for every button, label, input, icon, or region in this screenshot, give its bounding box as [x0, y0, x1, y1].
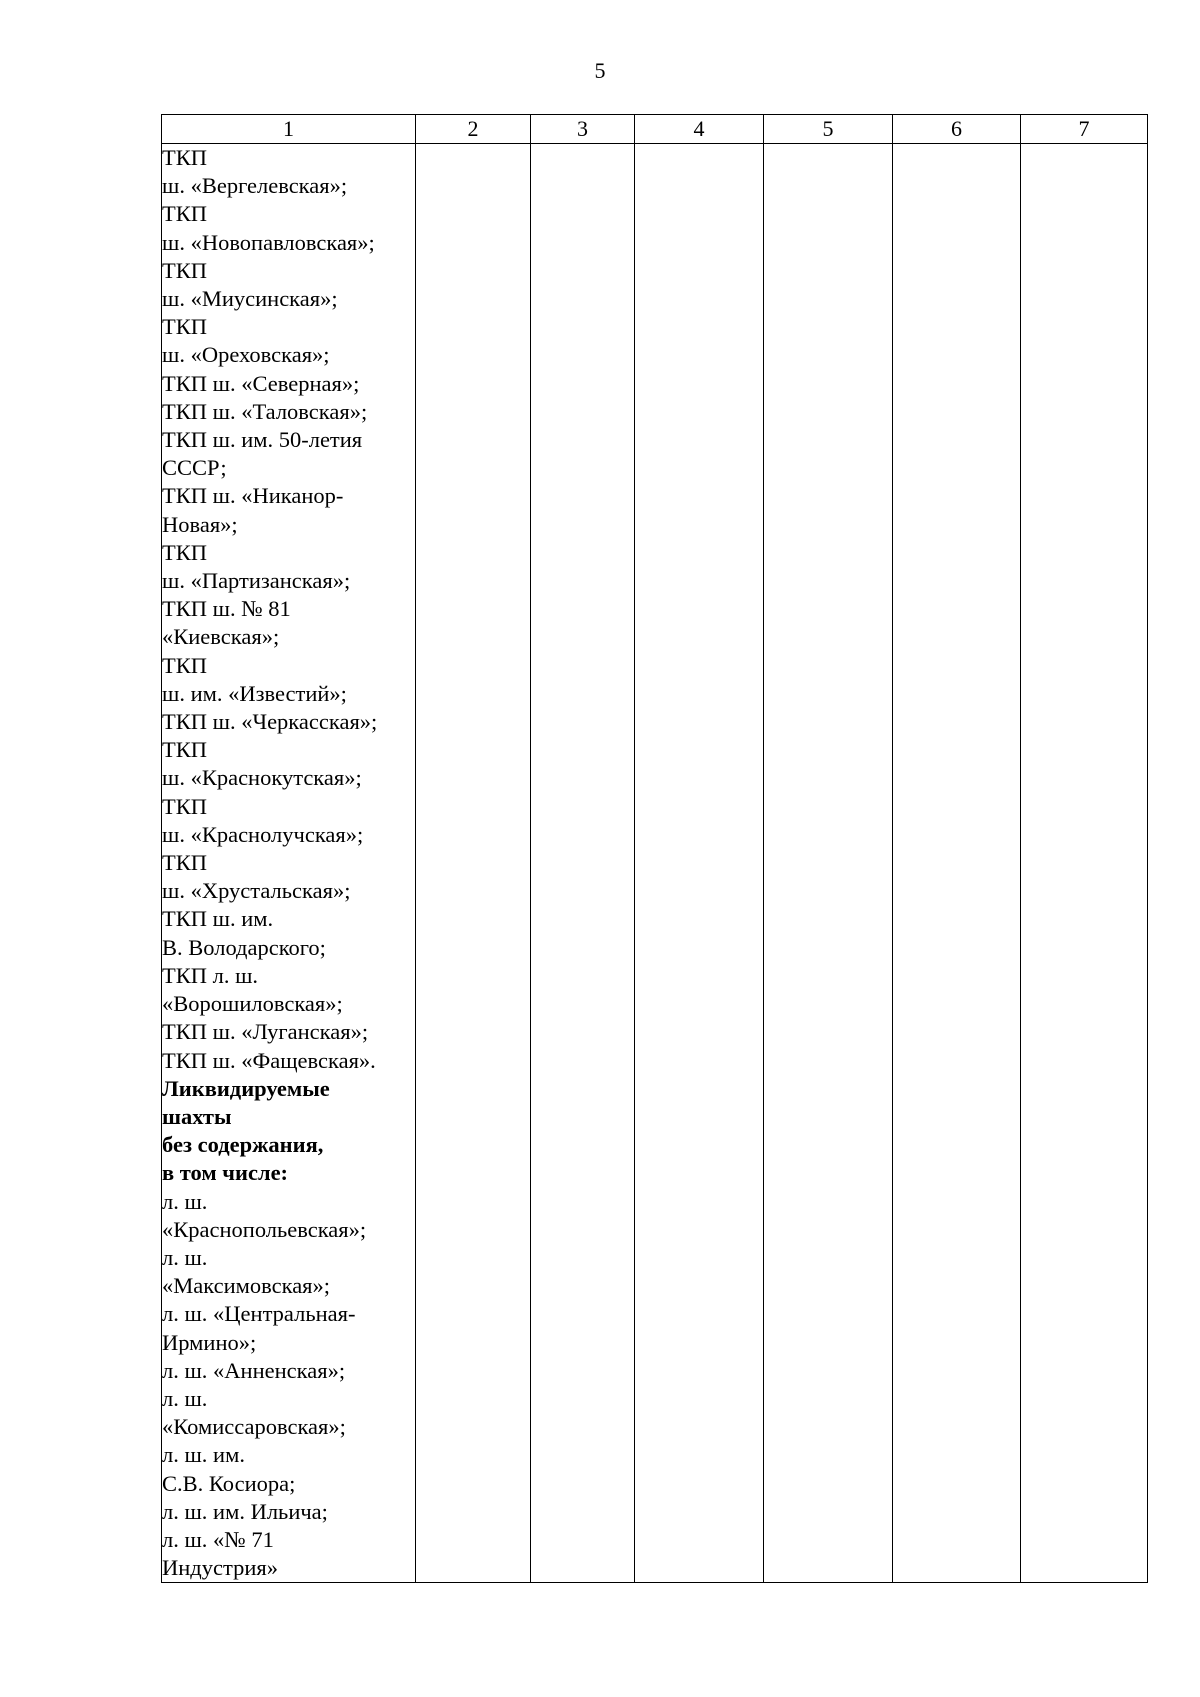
mine-name-line: «Максимовская»; [162, 1273, 331, 1299]
mine-name-line: ш. «Вергелевская»; [162, 173, 348, 199]
mine-name-line: ш. «Краснокутская»; [162, 765, 362, 791]
mine-name-line: ш. «Новопавловская»; [162, 229, 375, 255]
section-heading-line: в том числе: [162, 1160, 289, 1186]
mine-name-line: «Краснопольевская»; [162, 1216, 367, 1242]
mine-name-line: ТКП л. ш. [162, 962, 259, 988]
column-header-1: 1 [162, 115, 416, 144]
mine-name-line: ТКП [162, 201, 207, 227]
column-header-4: 4 [635, 115, 764, 144]
header-row [162, 115, 1148, 144]
mine-name-line: ТКП ш. «Фащевская». [162, 1047, 376, 1073]
mine-list-cell [162, 144, 416, 1583]
section-heading-line: шахты [162, 1103, 232, 1129]
mine-name-line: С.В. Косиора; [162, 1470, 296, 1496]
mine-name-line: Индустрия» [162, 1555, 278, 1581]
section-heading-line: Ликвидируемые [162, 1075, 330, 1101]
column-header-7: 7 [1021, 115, 1148, 144]
mine-name-line: СССР; [162, 455, 227, 481]
column-header-2: 2 [416, 115, 531, 144]
mine-name-line: ТКП [162, 257, 207, 283]
table-cell-5 [764, 144, 893, 1583]
mine-name-line: ш. «Миусинская»; [162, 286, 338, 312]
mine-name-line: ТКП [162, 652, 207, 678]
column-header-3: 3 [531, 115, 635, 144]
mine-name-line: ТКП ш. «Черкасская»; [162, 709, 378, 735]
table-cell-2 [416, 144, 531, 1583]
mine-name-line: ТКП ш. им. 50-летия [162, 427, 363, 453]
mine-name-line: л. ш. «№ 71 [162, 1526, 274, 1552]
mine-name-line: л. ш. им. Ильича; [162, 1498, 328, 1524]
mine-name-line: ТКП ш. им. [162, 906, 274, 932]
mine-name-line: Ирмино»; [162, 1329, 257, 1355]
mine-name-line: л. ш. [162, 1385, 208, 1411]
mine-name-line: л. ш. «Анненская»; [162, 1357, 346, 1383]
mine-name-line: ш. «Краснолучская»; [162, 821, 364, 847]
mine-name-line: ш. им. «Известий»; [162, 680, 347, 706]
mine-name-line: ТКП ш. «Никанор- [162, 483, 344, 509]
mine-name-line: ТКП [162, 539, 207, 565]
mine-name-line: ТКП [162, 145, 207, 170]
table-cell-4 [635, 144, 764, 1583]
mine-name-line: «Ворошиловская»; [162, 991, 343, 1017]
mine-name-line: л. ш. «Центральная- [162, 1301, 356, 1327]
column-header-6: 6 [893, 115, 1021, 144]
mine-name-line: ТКП ш. «Луганская»; [162, 1019, 369, 1045]
mine-name-line: «Комиссаровская»; [162, 1414, 346, 1440]
mine-name-line: л. ш. им. [162, 1442, 245, 1468]
page-number: 5 [594, 58, 606, 83]
mine-name-line: ш. «Партизанская»; [162, 568, 351, 594]
mine-name-line: ТКП [162, 737, 207, 763]
mine-name-line: «Киевская»; [162, 624, 280, 650]
section-heading-line: без содержания, [162, 1132, 324, 1158]
mine-name-line: ТКП ш. «Таловская»; [162, 398, 368, 424]
mine-name-line: ТКП [162, 314, 207, 340]
table-cell-6 [893, 144, 1021, 1583]
table-cell-7 [1021, 144, 1148, 1583]
mine-name-line: ТКП ш. «Северная»; [162, 370, 360, 396]
mine-name-line: л. ш. [162, 1188, 208, 1214]
mine-name-line: В. Володарского; [162, 934, 326, 960]
table-cell-3 [531, 144, 635, 1583]
mine-name-line: ш. «Хрустальская»; [162, 878, 351, 904]
mine-name-line: л. ш. [162, 1244, 208, 1270]
mine-name-line: ТКП ш. № 81 [162, 596, 291, 622]
mine-name-line: ТКП [162, 793, 207, 819]
mine-name-line: Новая»; [162, 511, 238, 537]
data-table [161, 114, 1148, 1583]
mine-name-line: ТКП [162, 850, 207, 876]
mine-name-line: ш. «Ореховская»; [162, 342, 330, 368]
table-row [162, 144, 1148, 1583]
column-header-5: 5 [764, 115, 893, 144]
